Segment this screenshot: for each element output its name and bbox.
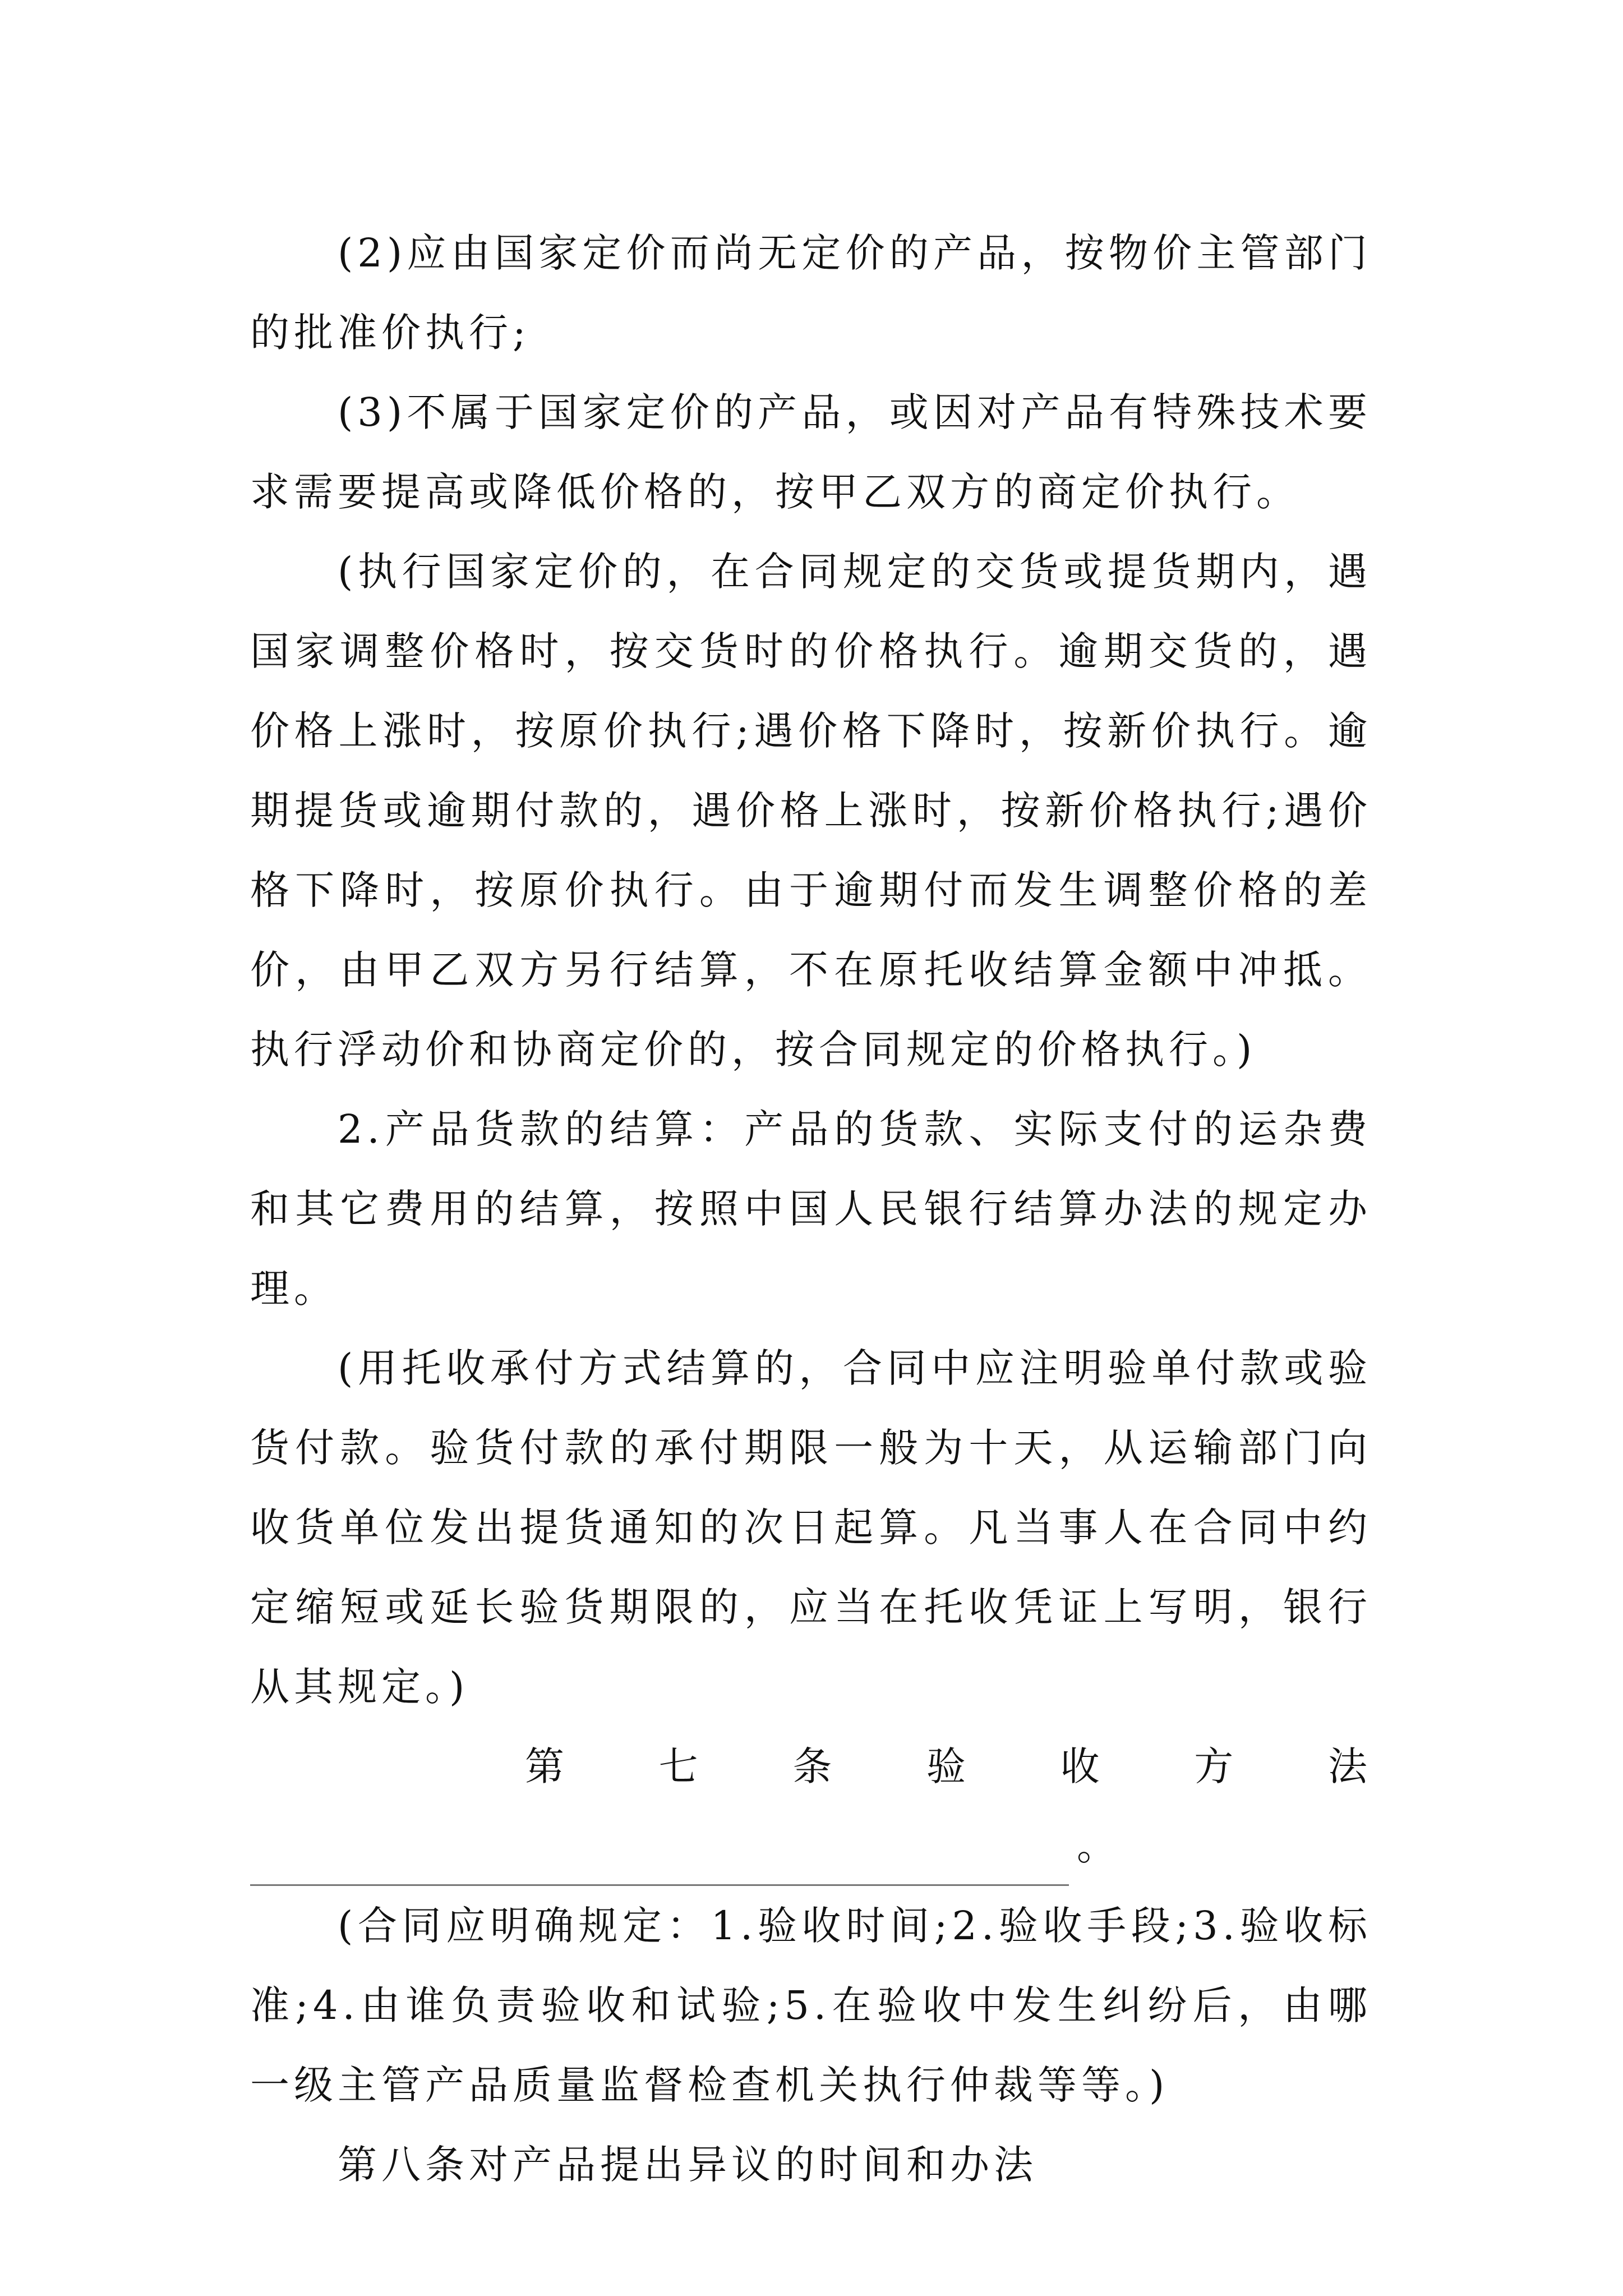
article-8-heading: 第八条对产品提出异议的时间和办法 [338,2142,1038,2188]
article-7-char: 七 [658,1743,703,1789]
paragraph-price-item-2: (2)应由国家定价而尚无定价的产品，按物价主管部门的批准价执行; [250,230,1372,356]
article-7-char: 收 [1060,1743,1104,1789]
article-7-blank-row [250,1806,1372,1886]
paragraph-price-note: (执行国家定价的，在合同规定的交货或提货期内，遇国家调整价格时，按交货时的价格执行。逾期交货的，遇价格上涨时，按原价执行;遇价格下降时，按新价执行。逾期提货或逾期付款的，遇价格上涨时，按新价格执行;遇价格下降时，按原价执行。由于逾期付而发生调整价格的差价，由甲乙双方另行结算，不在原托收结算金额中冲抵。执行浮动价和协商定价的，按合同规定的价格执行。) [250,549,1372,1073]
article-7-char: 第 [525,1743,569,1789]
article-7-end-mark: 。 [1077,1823,1121,1869]
article-7-heading [250,1727,1372,1886]
paragraph-payment-note: (用托收承付方式结算的，合同中应注明验单付款或验货付款。验货付款的承付期限一般为十天，从运输部门向收货单位发出提货通知的次日起算。凡当事人在合同中约定缩短或延长验货期限的，应当在托收凭证上写明，银行从其规定。) [250,1345,1372,1710]
fill-in-blank-line [250,1830,1069,1886]
article-7-char: 方 [1194,1743,1238,1789]
article-7-title-row [250,1727,1372,1806]
article-7-char: 验 [926,1743,970,1789]
paragraph-price-item-3: (3)不属于国家定价的产品，或因对产品有特殊技术要求需要提高或降低价格的，按甲乙双方的商定价执行。 [250,389,1372,515]
article-7-char: 条 [792,1743,837,1789]
article-7-char: 法 [1327,1743,1372,1789]
paragraph-payment-settlement: 2.产品货款的结算：产品的货款、实际支付的运杂费和其它费用的结算，按照中国人民银行结算办法的规定办理。 [250,1106,1372,1312]
paragraph-acceptance-note: (合同应明确规定：1.验收时间;2.验收手段;3.验收标准;4.由谁负责验收和试验;5.在验收中发生纠纷后，由哪一级主管产品质量监督检查机关执行仲裁等等。) [250,1903,1372,2108]
document-body [250,213,1372,2205]
